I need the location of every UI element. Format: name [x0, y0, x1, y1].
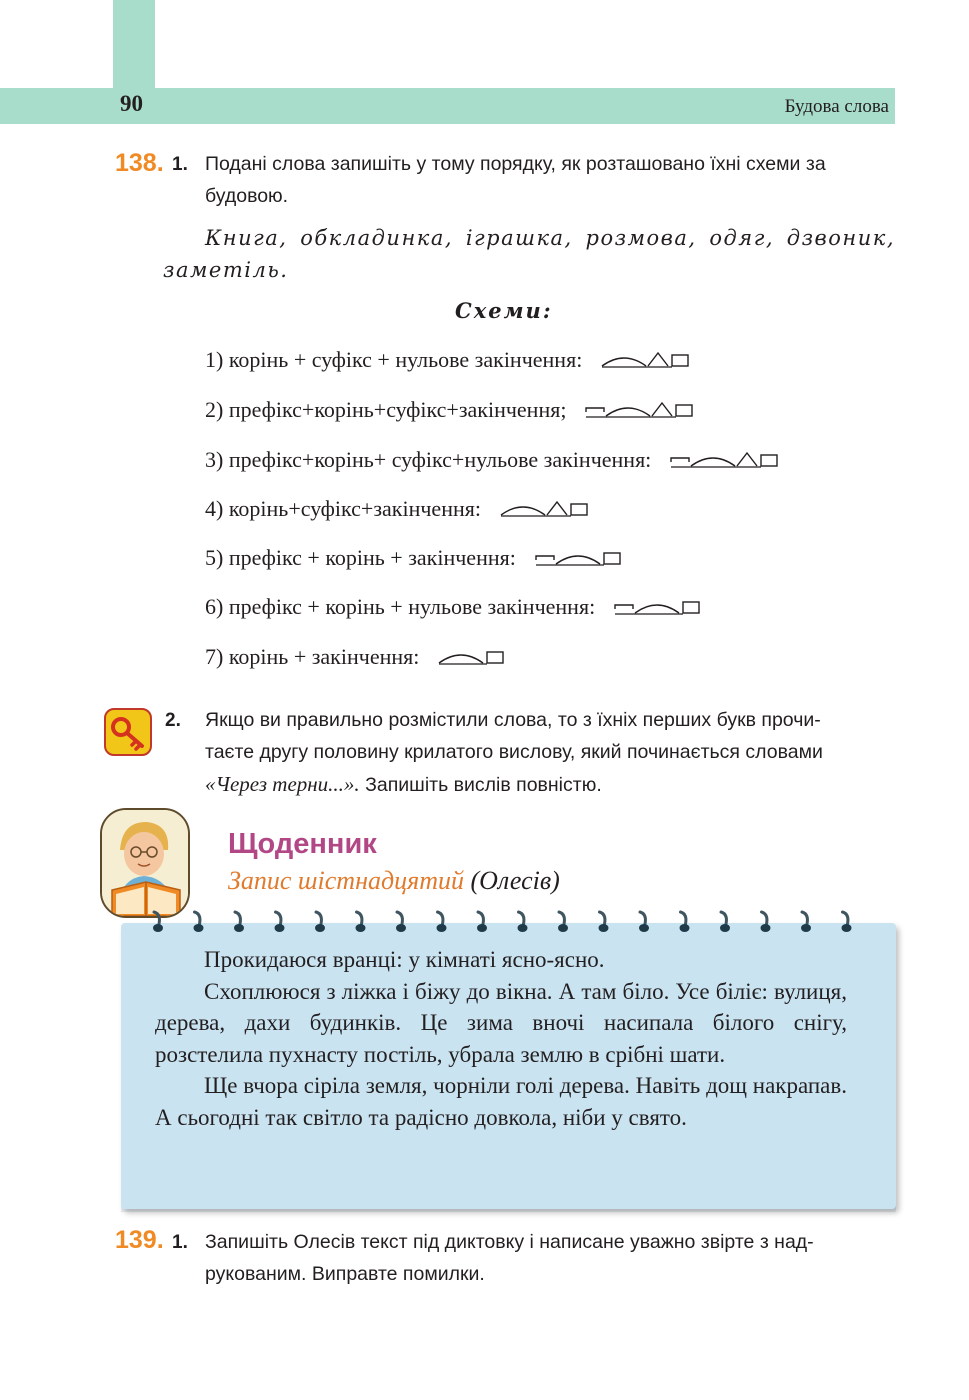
word-list-line2: заметіль. — [163, 258, 289, 282]
scheme-label: 1) корінь + суфікс + нульове закінчення: — [205, 347, 583, 372]
spiral-ring-icon — [477, 912, 487, 932]
task-number-1-ex139: 1. — [172, 1232, 188, 1253]
scheme-row — [205, 590, 705, 624]
section-title: Будова слова — [784, 96, 889, 117]
morpheme-scheme — [600, 348, 694, 372]
spiral-ring-icon — [518, 912, 528, 932]
quote-start: «Через терни...». — [205, 772, 360, 796]
morpheme-scheme — [499, 497, 593, 521]
prefix-mark — [615, 605, 633, 609]
spiral-ring-icon — [761, 912, 771, 932]
root-mark — [691, 458, 735, 466]
schemes-heading: Схеми: — [455, 298, 553, 323]
page-number: 90 — [120, 91, 143, 116]
morpheme-scheme — [669, 448, 783, 472]
spiral-ring-icon — [801, 912, 811, 932]
scheme-label: 2) префікс+корінь+суфікс+закінчення; — [205, 397, 567, 422]
zero-ending-mark — [672, 355, 688, 366]
spiral-ring-icon — [842, 912, 852, 932]
root-mark — [556, 556, 600, 564]
task1-line1: Подані слова запишіть у тому порядку, як розташовано їхні схеми за — [205, 153, 826, 175]
morpheme-scheme — [437, 645, 509, 669]
scheme-row — [205, 492, 593, 526]
root-mark — [602, 358, 646, 366]
spiral-ring-icon — [356, 912, 366, 932]
spiral-ring-icon — [720, 912, 730, 932]
exercise-number-139: 139. — [115, 1226, 164, 1254]
scheme-label: 3) префікс+корінь+ суфікс+нульове закінчення: — [205, 447, 652, 472]
spiral-ring-icon — [153, 912, 163, 932]
task2-instruction — [205, 704, 905, 801]
task1-instruction — [205, 148, 905, 212]
root-mark — [439, 655, 483, 663]
task1-line2: будовою. — [205, 185, 289, 207]
morpheme-scheme — [613, 595, 705, 619]
scheme-label: 5) префікс + корінь + закінчення: — [205, 545, 516, 570]
exercise-number-138: 138. — [115, 149, 164, 177]
ending-mark — [487, 652, 503, 663]
spiral-ring-icon — [315, 912, 325, 932]
scheme-row — [205, 541, 626, 575]
prefix-mark — [671, 458, 689, 462]
prefix-mark — [586, 408, 604, 412]
diary-text — [155, 944, 847, 1133]
spiral-ring-icon — [599, 912, 609, 932]
header-tab — [113, 0, 155, 88]
ending-mark — [571, 504, 587, 515]
ex139-instruction — [205, 1226, 905, 1290]
suffix-mark — [652, 403, 672, 416]
root-mark — [606, 408, 650, 416]
spiral-ring-icon — [680, 912, 690, 932]
diary-paragraph: Ще вчора сіріла земля, чорніли голі дерева. Навіть дощ накрапав. А сьогодні так світло та радісно довкола, ніби у свято. — [155, 1073, 847, 1130]
spiral-ring-icon — [234, 912, 244, 932]
task2-line3 — [205, 768, 905, 801]
suffix-mark — [737, 453, 757, 466]
spiral-ring-icon — [639, 912, 649, 932]
diary-subtitle-author: (Олесів) — [464, 866, 560, 895]
root-mark — [501, 507, 545, 515]
diary-subtitle-entry: Запис шістнадцятий — [228, 866, 464, 895]
reading-boy-icon — [100, 808, 190, 918]
zero-ending-mark — [761, 455, 777, 466]
spiral-ring-icon — [275, 912, 285, 932]
ending-mark — [604, 553, 620, 564]
task-number-1: 1. — [172, 154, 188, 175]
scheme-label: 7) корінь + закінчення: — [205, 644, 420, 669]
diary-paragraph: Прокидаюся вранці: у кімнаті ясно-ясно. — [204, 947, 605, 972]
ex139-line1: Запишіть Олесів текст під диктовку і написане уважно звірте з над- — [205, 1231, 814, 1253]
scheme-label: 6) префікс + корінь + нульове закінчення: — [205, 594, 596, 619]
task2-line3-rest: Запишіть вислів повністю. — [359, 774, 602, 796]
scheme-row — [205, 640, 509, 674]
word-list-line1: Книга, обкладинка, іграшка, розмова, одяг, дзвоник, — [205, 226, 895, 250]
scheme-row — [205, 343, 694, 377]
spiral-ring-icon — [396, 912, 406, 932]
diary-subtitle — [228, 866, 560, 896]
task-number-2: 2. — [165, 710, 181, 731]
morpheme-scheme — [534, 546, 626, 570]
task2-line2: таєте другу половину крилатого вислову, який починається словами — [205, 741, 823, 763]
morpheme-scheme — [584, 398, 698, 422]
key-icon — [104, 708, 152, 756]
scheme-label: 4) корінь+суфікс+закінчення: — [205, 496, 481, 521]
root-mark — [635, 605, 679, 613]
ending-mark — [676, 405, 692, 416]
suffix-mark — [648, 353, 668, 366]
spiral-binding — [145, 908, 865, 938]
spiral-ring-icon — [437, 912, 447, 932]
zero-ending-mark — [683, 602, 699, 613]
task2-line1: Якщо ви правильно розмістили слова, то з їхніх перших букв прочи- — [205, 709, 821, 731]
suffix-mark — [547, 502, 567, 515]
scheme-row — [205, 393, 698, 427]
ex139-line2: рукованим. Виправте помилки. — [205, 1263, 485, 1285]
scheme-row — [205, 443, 783, 477]
spiral-ring-icon — [194, 912, 204, 932]
diary-paragraph: Схоплююся з ліжка і біжу до вікна. А там біло. Усе біліє: вулиця, дерева, дахи будинків. Це зима вночі насипала білого снігу, розстелила пухнасту постіль, убрала землю в срібні шати. — [155, 978, 847, 1067]
prefix-mark — [536, 556, 554, 560]
diary-title: Щоденник — [228, 828, 377, 860]
spiral-ring-icon — [558, 912, 568, 932]
